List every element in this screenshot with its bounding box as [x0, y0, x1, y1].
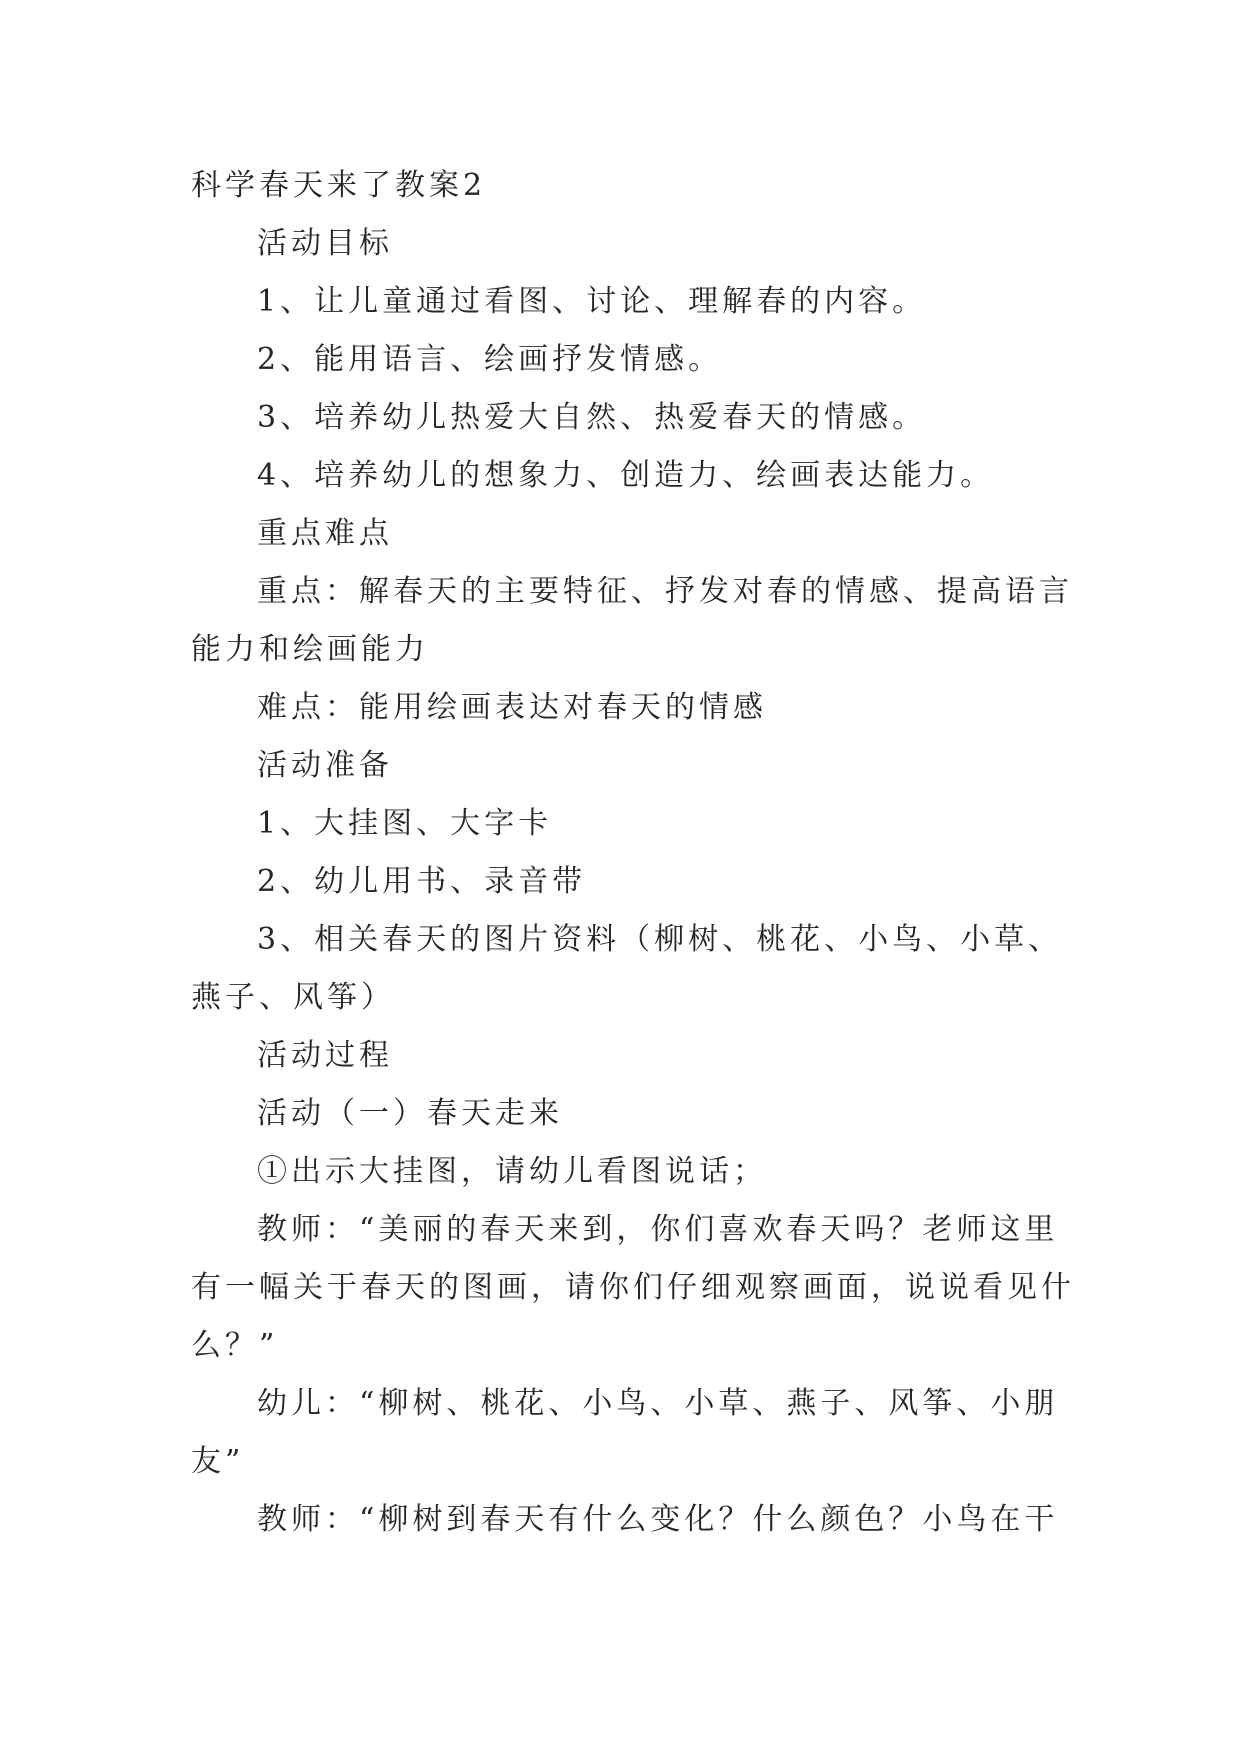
paragraph-line: 重点：解春天的主要特征、抒发对春的情感、提高语言	[257, 574, 1073, 609]
paragraph-line: 友”	[191, 1444, 245, 1479]
document-title: 科学春天来了教案2	[191, 168, 487, 203]
paragraph-line: 3、相关春天的图片资料（柳树、桃花、小鸟、小草、	[257, 922, 1063, 957]
paragraph-line: 1、让儿童通过看图、讨论、理解春的内容。	[257, 284, 927, 319]
paragraph-line: 活动准备	[257, 748, 393, 783]
paragraph-line: 活动过程	[257, 1038, 393, 1073]
paragraph-line: 1、大挂图、大字卡	[257, 806, 553, 841]
paragraph-line: 2、能用语言、绘画抒发情感。	[257, 342, 723, 377]
paragraph-line: 活动目标	[257, 226, 393, 261]
paragraph-line: 难点：能用绘画表达对春天的情感	[257, 690, 767, 725]
paragraph-line: 活动（一）春天走来	[257, 1096, 563, 1131]
paragraph-line: 么？”	[191, 1328, 279, 1363]
paragraph-line: 重点难点	[257, 516, 393, 551]
paragraph-line: 4、培养幼儿的想象力、创造力、绘画表达能力。	[257, 458, 995, 493]
document-body	[191, 157, 1075, 1549]
paragraph-line: ①出示大挂图，请幼儿看图说话；	[257, 1154, 767, 1189]
paragraph-line: 有一幅关于春天的图画，请你们仔细观察画面，说说看见什	[191, 1270, 1075, 1305]
paragraph-line: 能力和绘画能力	[191, 632, 429, 667]
paragraph-line: 2、幼儿用书、录音带	[257, 864, 587, 899]
paragraph-line: 教师：“美丽的春天来到，你们喜欢春天吗？老师这里	[257, 1212, 1059, 1247]
paragraph-line: 3、培养幼儿热爱大自然、热爱春天的情感。	[257, 400, 927, 435]
paragraph-line: 燕子、风筝）	[191, 980, 395, 1015]
paragraph-line: 教师：“柳树到春天有什么变化？什么颜色？小鸟在干	[257, 1502, 1059, 1537]
paragraph-line: 幼儿：“柳树、桃花、小鸟、小草、燕子、风筝、小朋	[257, 1386, 1059, 1421]
